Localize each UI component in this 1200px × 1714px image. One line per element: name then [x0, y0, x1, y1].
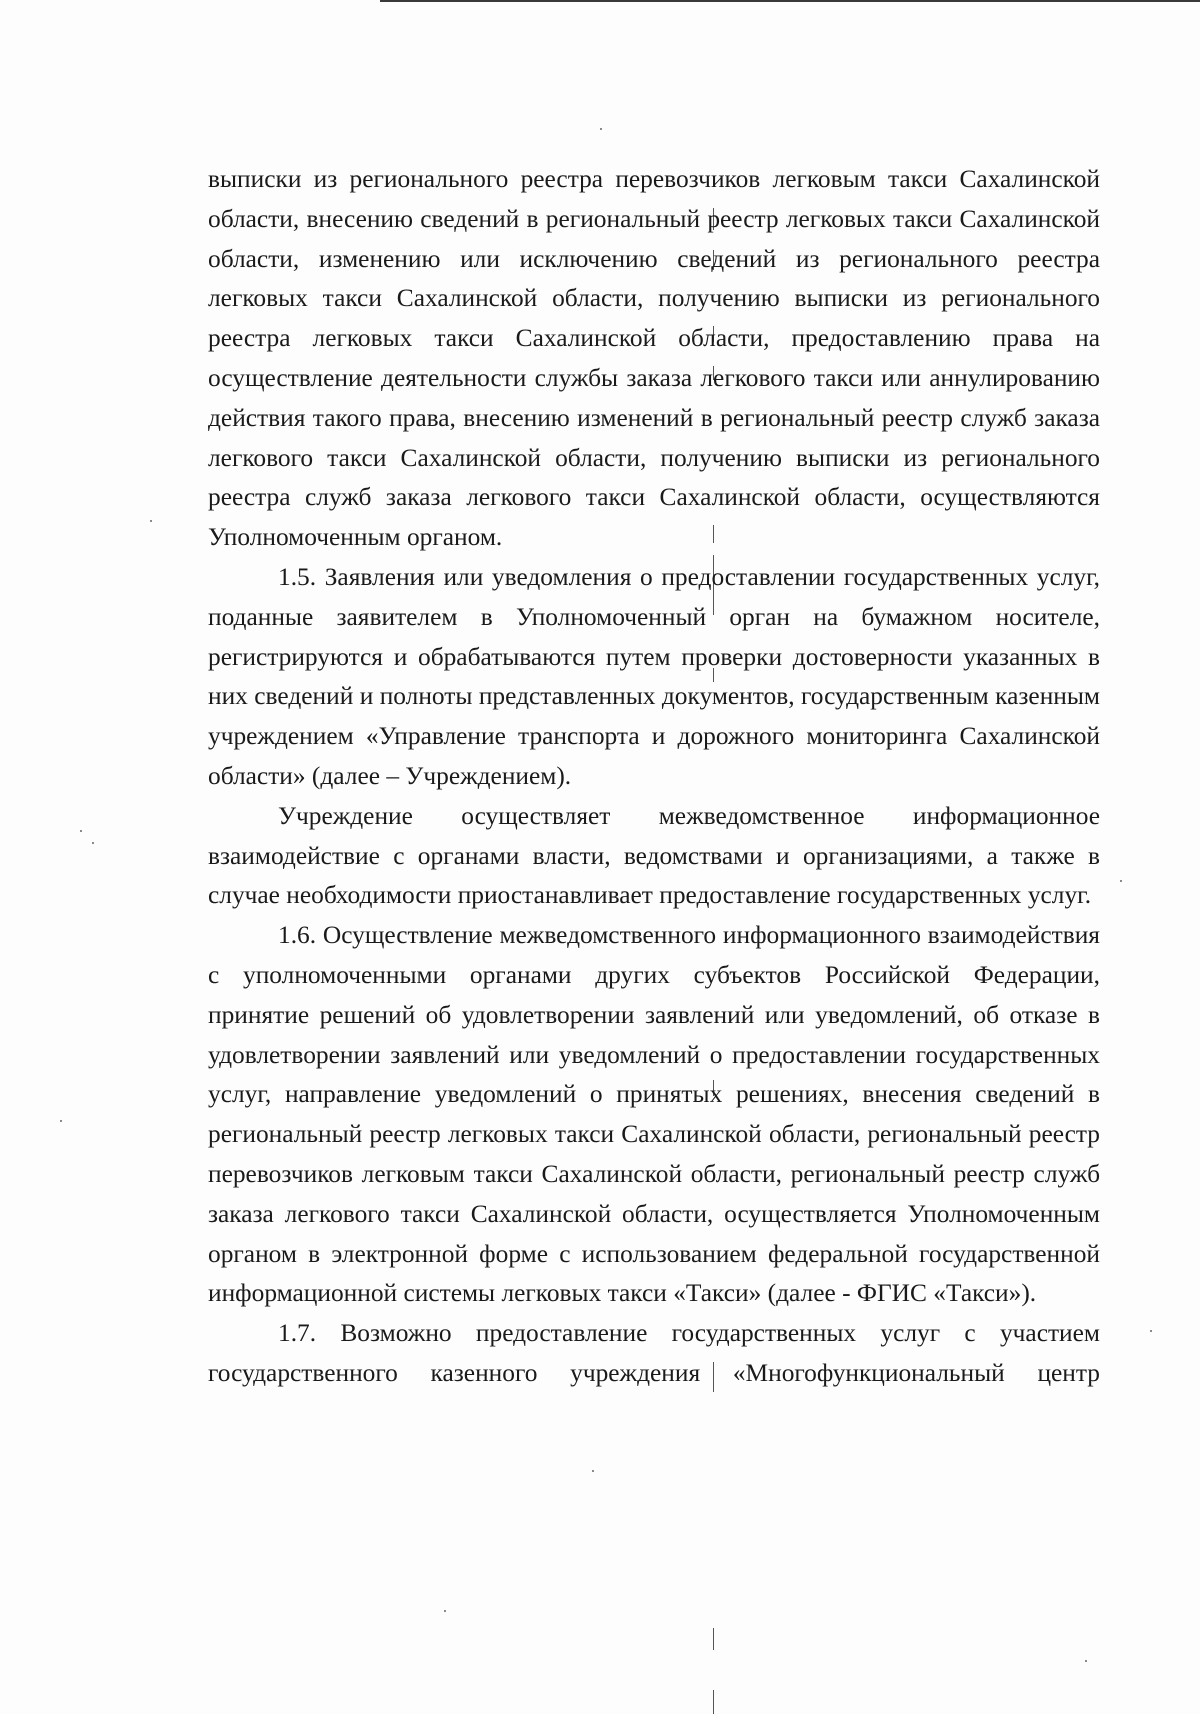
scan-edge-line: [380, 0, 1200, 2]
scan-speck: [1085, 1660, 1087, 1662]
paragraph-continuation: выписки из регионального реестра перевозчиков легковым такси Сахалинской области, внесению сведений в региональный реестр легковых такси Сахалинской области, изменению или исключению сведений из регионального реестра легковых такси Сахалинской области, получению выписки из регионального реестра легковых такси Сахалинской области, предоставлению права на осуществление деятельности службы заказа легкового такси или аннулированию действия такого права, внесению изменений в региональный реестр служб заказа легкового такси Сахалинской области, получению выписки из регионального реестра служб заказа легкового такси Сахалинской области, осуществляются Уполномоченным органом.: [208, 165, 1100, 552]
fold-mark: [713, 1690, 714, 1714]
scan-speck: [1150, 1330, 1152, 1332]
fold-mark: [713, 1628, 714, 1650]
scan-speck: [1120, 880, 1122, 882]
scan-speck: [592, 1470, 594, 1472]
paragraph-1-7: 1.7. Возможно предоставление государственных услуг с участием государственного казенного учреждения «Многофункциональный центр: [208, 1319, 1100, 1387]
paragraph-1-6: 1.6. Осуществление межведомственного информационного взаимодействия с уполномоченными органами других субъектов Российской Федерации, принятие решений об удовлетворении заявлений или уведомлений, об отказе в удовлетворении заявлений или уведомлений о предоставлении государственных услуг, направление уведомлений о принятых решениях, внесения сведений в региональный реестр легковых такси Сахалинской области, региональный реестр перевозчиков легковым такси Сахалинской области, региональный реестр служб заказа легкового такси Сахалинской области, осуществляется Уполномоченным органом в электронной форме с использованием федеральной государственной информационной системы легковых такси «Такси» (далее - ФГИС «Такси»).: [208, 921, 1100, 1308]
paragraph-institution: Учреждение осуществляет межведомственное информационное взаимодействие с органами власти, ведомствами и организациями, а также в случае необходимости приостанавливает предоставление государственных услуг.: [208, 801, 1100, 910]
scan-speck: [60, 1120, 62, 1122]
scan-speck: [80, 830, 82, 832]
paragraph-1-5: 1.5. Заявления или уведомления о предоставлении государственных услуг, поданные заявителем в Уполномоченный орган на бумажном носителе, регистрируются и обрабатываются путем проверки достоверности указанных в них сведений и полноты представленных документов, государственным казенным учреждением «Управление транспорта и дорожного мониторинга Сахалинской области» (далее – Учреждением).: [208, 562, 1100, 790]
scan-speck: [444, 1610, 446, 1612]
scan-speck: [92, 842, 94, 844]
scan-speck: [150, 520, 152, 522]
document-body: [208, 160, 1100, 1394]
scan-speck: [600, 128, 602, 130]
